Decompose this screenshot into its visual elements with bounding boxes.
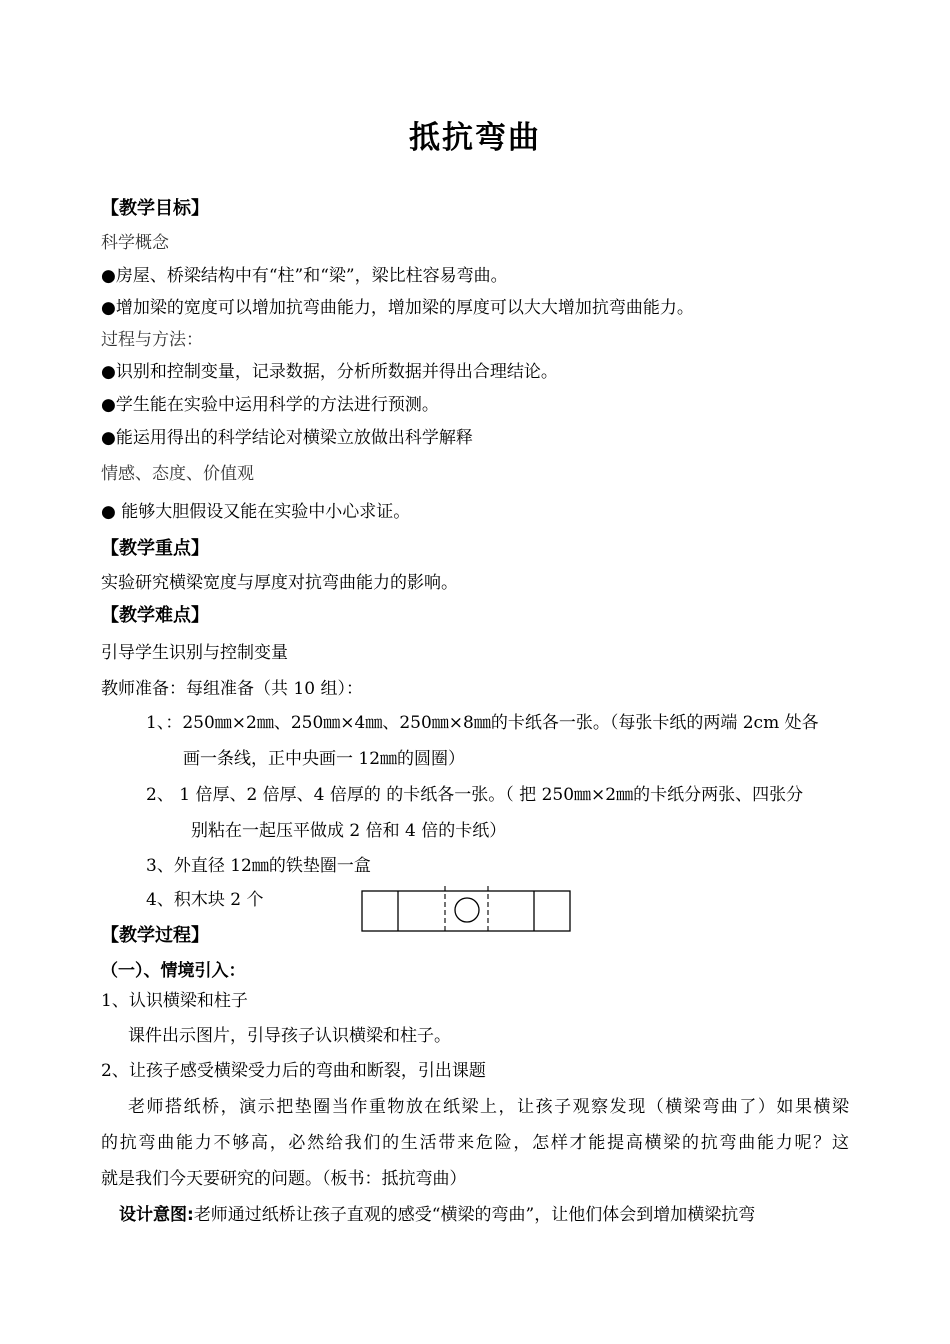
process-item: ●能运用得出的科学结论对横梁立放做出科学解释	[101, 428, 473, 448]
difficulties-heading: 【教学难点】	[101, 605, 209, 626]
center-circle	[455, 898, 479, 922]
process-heading: 【教学过程】	[101, 925, 209, 946]
prep-item-1-cont: 画一条线，正中央画一 12㎜的圆圈）	[183, 749, 466, 769]
card-diagram	[361, 886, 573, 934]
concept-item: ●增加梁的宽度可以增加抗弯曲能力，增加梁的厚度可以大大增加抗弯曲能力。	[101, 298, 694, 318]
prep-item-2: 2、 1 倍厚、2 倍厚、4 倍厚的 的卡纸各一张。（ 把 250㎜×2㎜的卡纸分两张、四张分	[146, 785, 804, 805]
key-points-text: 实验研究横梁宽度与厚度对抗弯曲能力的影响。	[101, 573, 458, 593]
objectives-heading: 【教学目标】	[101, 198, 209, 219]
design-intent	[119, 1204, 755, 1226]
design-intent-text: 老师通过纸桥让孩子直观的感受“横梁的弯曲”，让他们体会到增加横梁抗弯	[193, 1205, 756, 1225]
paragraph-line-1: 老师搭纸桥，演示把垫圈当作重物放在纸梁上，让孩子观察发现（横梁弯曲了）如果横梁	[128, 1097, 849, 1117]
emotion-label: 情感、态度、价值观	[101, 464, 254, 484]
prep-item-4: 4、积木块 2 个	[146, 890, 264, 910]
page-title: 抵抗弯曲	[409, 120, 541, 156]
process-label: 过程与方法：	[101, 330, 203, 350]
paragraph-line-3: 就是我们今天要研究的问题。（板书：抵抗弯曲）	[101, 1169, 467, 1189]
process-item: ●识别和控制变量，记录数据，分析所数据并得出合理结论。	[101, 362, 558, 382]
prep-item-2-cont: 别粘在一起压平做成 2 倍和 4 倍的卡纸）	[191, 821, 507, 841]
prep-item-3: 3、外直径 12㎜的铁垫圈一盒	[146, 856, 371, 876]
process-item: ●学生能在实验中运用科学的方法进行预测。	[101, 395, 439, 415]
step-1: 1、认识横梁和柱子	[101, 991, 248, 1011]
section-1-heading: （一）、情境引入：	[101, 961, 246, 981]
key-points-heading: 【教学重点】	[101, 538, 209, 559]
step-1-detail: 课件出示图片，引导孩子认识横梁和柱子。	[128, 1026, 451, 1046]
emotion-item: ● 能够大胆假设又能在实验中小心求证。	[101, 502, 411, 522]
step-2: 2、让孩子感受横梁受力后的弯曲和断裂，引出课题	[101, 1061, 486, 1081]
card-outline	[362, 891, 570, 931]
concept-item: ●房屋、桥梁结构中有“柱”和“梁”，梁比柱容易弯曲。	[101, 266, 508, 286]
difficulties-text: 引导学生识别与控制变量	[101, 643, 288, 663]
paragraph-line-2: 的抗弯曲能力不够高，必然给我们的生活带来危险，怎样才能提高横梁的抗弯曲能力呢？这	[101, 1133, 849, 1153]
concept-label: 科学概念	[101, 233, 169, 253]
design-intent-label: 设计意图:	[119, 1205, 194, 1225]
prep-item-1: 1、：250㎜×2㎜、250㎜×4㎜、250㎜×8㎜的卡纸各一张。（每张卡纸的两端 2cm 处各	[146, 713, 819, 733]
prep-intro: 教师准备：每组准备（共 10 组）：	[101, 679, 363, 699]
